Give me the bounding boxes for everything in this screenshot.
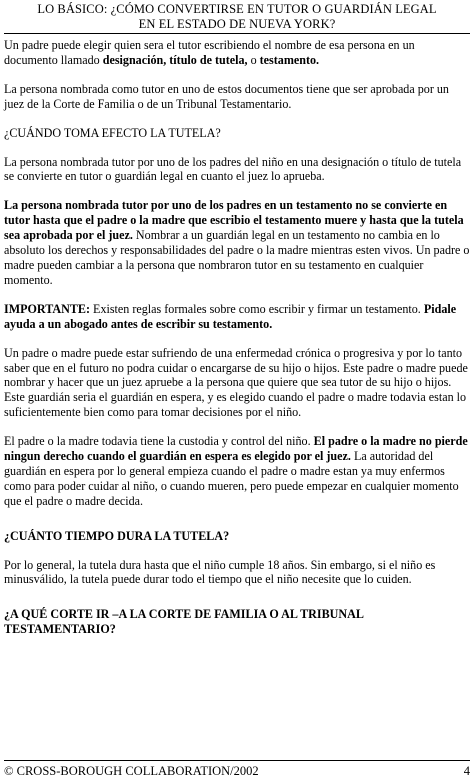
paragraph-standby-guardian: Un padre o madre puede estar sufriendo de una enfermedad crónica o progresiva y por lo tanto saber que en el futuro no podra cuidar o encargarse de su hijo o hijos. Este padre o madre puede nombrar y hacer que un juez apruebe a la persona que quiere que sea tutor de su hijo o hijos. Este guardián seria el guardián en espera, y es elegido cuando el padre o madre todavia estan lo suficientemente bien como para tomar decisiones por el niño. — [4, 345, 468, 420]
footer-copyright: © CROSS-BOROUGH COLLABORATION/2002 — [4, 764, 259, 778]
paragraph-custody: El padre o la madre todavia tiene la custodia y control del niño. El padre o la madre no pierde ningun derecho cuando el guardián en espera es elegido por el juez. La autoridad del guardián en espera por lo general empieza cuando el padre o madre estan ya muy enfermos como para poder cuidar al niño, o cuando mueren, pero puede empezar en cualquier momento que el padre o madre decida. — [4, 434, 468, 508]
paragraph-duration: Por lo general, la tutela dura hasta que el niño cumple 18 años. Sin embargo, si el niño es minusválido, la tutela puede durar todo el tiempo que el niño necesite que lo cuiden. — [4, 557, 436, 587]
paragraph-designation: Un padre puede elegir quien sera el tutor escribiendo el nombre de esa persona en un documento llamado designación, título de tutela, o testamento. — [4, 38, 415, 67]
bold-testamento: testamento. — [259, 52, 320, 67]
header-title-line-1: LO BÁSICO: ¿CÓMO CONVERTIRSE EN TUTOR O GUARDIÁN LEGAL — [37, 2, 437, 16]
bold-lawyer-advice: Pidale ayuda a un abogado antes de escribir su testamento. — [4, 301, 457, 331]
header-divider — [4, 33, 470, 34]
paragraph-testament-tutor: La persona nombrada tutor por uno de los padres en un testamento no se convierte en tutor hasta que el padre o la madre que escribio el testamento muere y hasta que la tutela sea aprobada por el juez. Nombrar a un guardián legal en un testamento no cambia en lo absoluto los derechos y responsabilidades del padre o la madre mientras esten vivos. Un padre o madre pueden cambiar a la persona que nombraron tutor en su testamento en cualquier momento. — [4, 198, 470, 287]
header-title-line-2: EN EL ESTADO DE NUEVA YORK? — [138, 16, 336, 31]
paragraph-tutor-approved: La persona nombrada tutor por uno de los padres del niño en una designación o título de tutela se convierte en tutor o guardián legal en cuanto el juez lo aprueba. — [4, 154, 462, 184]
section-heading-duracion: ¿CUÁNTO TIEMPO DURA LA TUTELA? — [4, 528, 230, 543]
section-heading-corte: ¿A QUÉ CORTE IR –A LA CORTE DE FAMILIA O AL TRIBUNAL TESTAMENTARIO? — [4, 607, 364, 637]
paragraph-approval: La persona nombrada como tutor en uno de estos documentos tiene que ser aprobada por un juez de la Corte de Familia o de un Tribunal Testamentario. — [4, 81, 449, 111]
bold-testament-warning: La persona nombrada tutor por uno de los padres en un testamento no se convierte en tutor hasta que el padre o la madre que escribio el testamento muere y hasta que la tutela sea aprobada por el juez. — [4, 198, 464, 243]
page-number: 4 — [463, 764, 470, 778]
footer-divider — [4, 760, 470, 761]
page-content — [4, 38, 470, 651]
important-label: IMPORTANTE: — [4, 301, 91, 316]
section-heading-cuando: ¿CUÁNDO TOMA EFECTO LA TUTELA? — [4, 125, 221, 140]
page-header — [0, 2, 474, 31]
paragraph-important: IMPORTANTE: Existen reglas formales sobre como escribir y firmar un testamento. Pidale ayuda a un abogado antes de escribir su testamento. — [4, 301, 457, 331]
bold-rights-retained: El padre o la madre no pierde ningun derecho cuando el guardián en espera es elegido por el juez. — [4, 434, 468, 464]
bold-designation-terms: designación, título de tutela, — [102, 52, 248, 67]
